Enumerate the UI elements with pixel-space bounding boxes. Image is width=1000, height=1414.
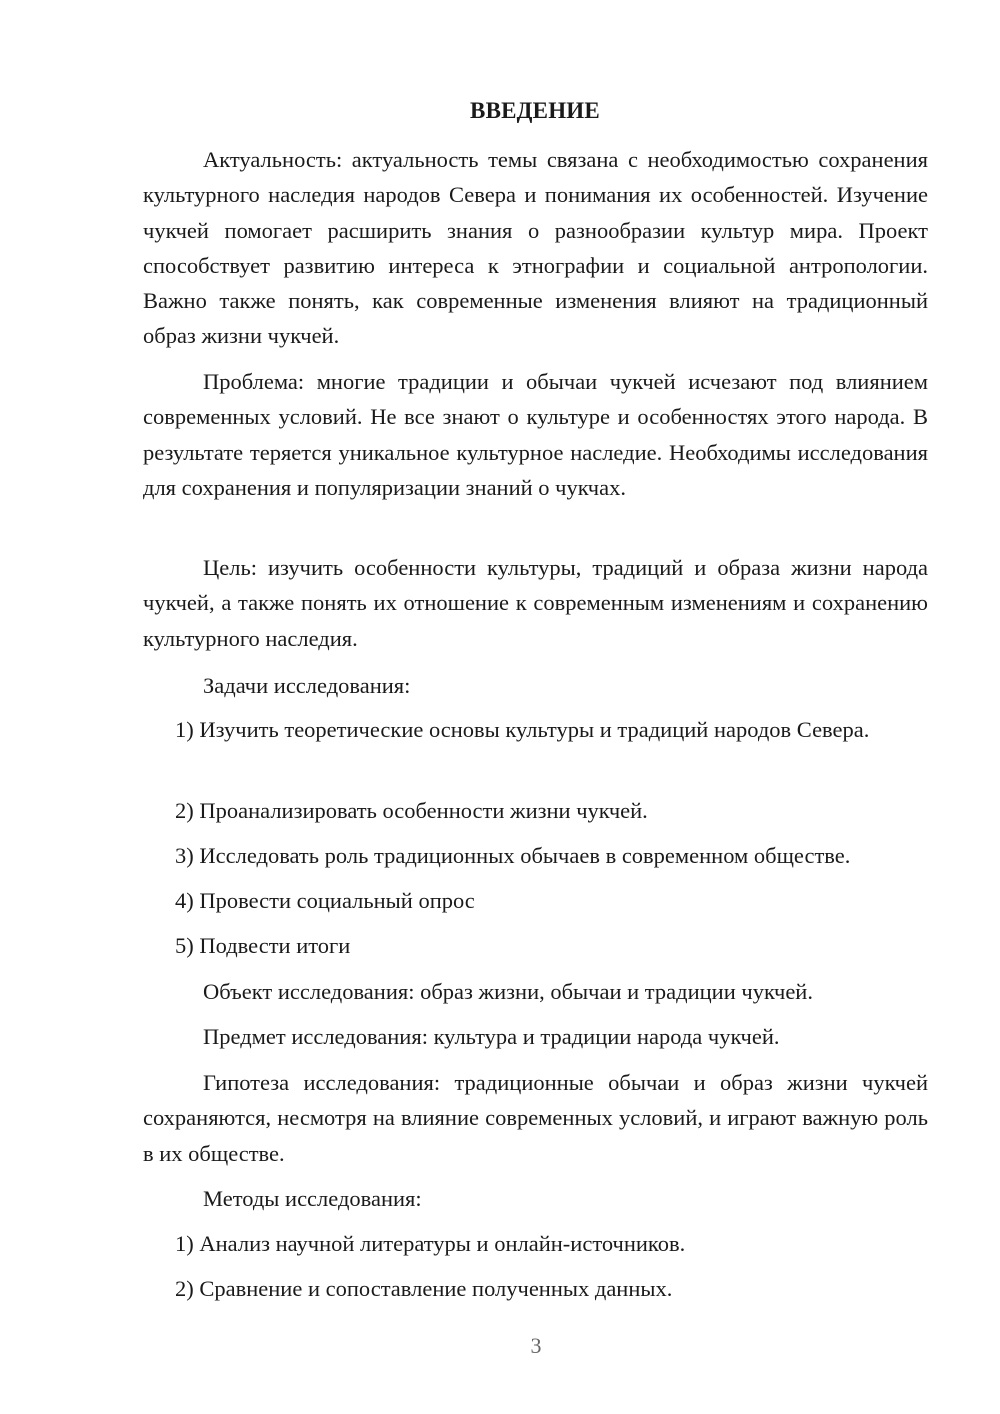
paragraph-tasks-heading: Задачи исследования: — [203, 673, 411, 698]
paragraph-subject: Предмет исследования: культура и традиции народа чукчей. — [203, 1024, 780, 1049]
list-item-method-2: 2) Сравнение и сопоставление полученных данных. — [175, 1276, 673, 1301]
list-item-task-3: 3) Исследовать роль традиционных обычаев в современном обществе. — [175, 843, 851, 868]
paragraph-relevance: Актуальность: актуальность темы связана с необходимостью сохранения культурного наследия народов Севера и понимания их особенностей. Изучение чукчей помогает расширить знания о разнообразии культур мира. Проект способствует развитию интереса к этнографии и социальной антропологии. Важно также понять, как современные изменения влияют на традиционный образ жизни чукчей. — [143, 147, 928, 349]
list-item-task-1: 1) Изучить теоретические основы культуры и традиций народов Севера. — [175, 717, 870, 742]
paragraph-hypothesis: Гипотеза исследования: традиционные обычаи и образ жизни чукчей сохраняются, несмотря на влияние современных условий, и играют важную роль в их обществе. — [143, 1070, 928, 1166]
paragraph-problem: Проблема: многие традиции и обычаи чукчей исчезают под влиянием современных условий. Не все знают о культуре и особенностях этого народа. В результате теряется уникальное культурное наследие. Необходимы исследования для сохранения и популяризации знаний о чукчах. — [143, 369, 928, 500]
page-number: 3 — [530, 1333, 542, 1358]
paragraph-methods-heading: Методы исследования: — [203, 1186, 422, 1211]
paragraph-object: Объект исследования: образ жизни, обычаи и традиции чукчей. — [203, 979, 813, 1004]
list-item-task-2: 2) Проанализировать особенности жизни чукчей. — [175, 798, 648, 823]
list-item-task-4: 4) Провести социальный опрос — [175, 888, 475, 913]
list-item-task-5: 5) Подвести итоги — [175, 933, 351, 958]
paragraph-goal: Цель: изучить особенности культуры, традиций и образа жизни народа чукчей, а также понять их отношение к современным изменениям и сохранению культурного наследия. — [143, 555, 928, 651]
section-title: ВВЕДЕНИЕ — [470, 98, 600, 123]
list-item-method-1: 1) Анализ научной литературы и онлайн-источников. — [175, 1231, 686, 1256]
